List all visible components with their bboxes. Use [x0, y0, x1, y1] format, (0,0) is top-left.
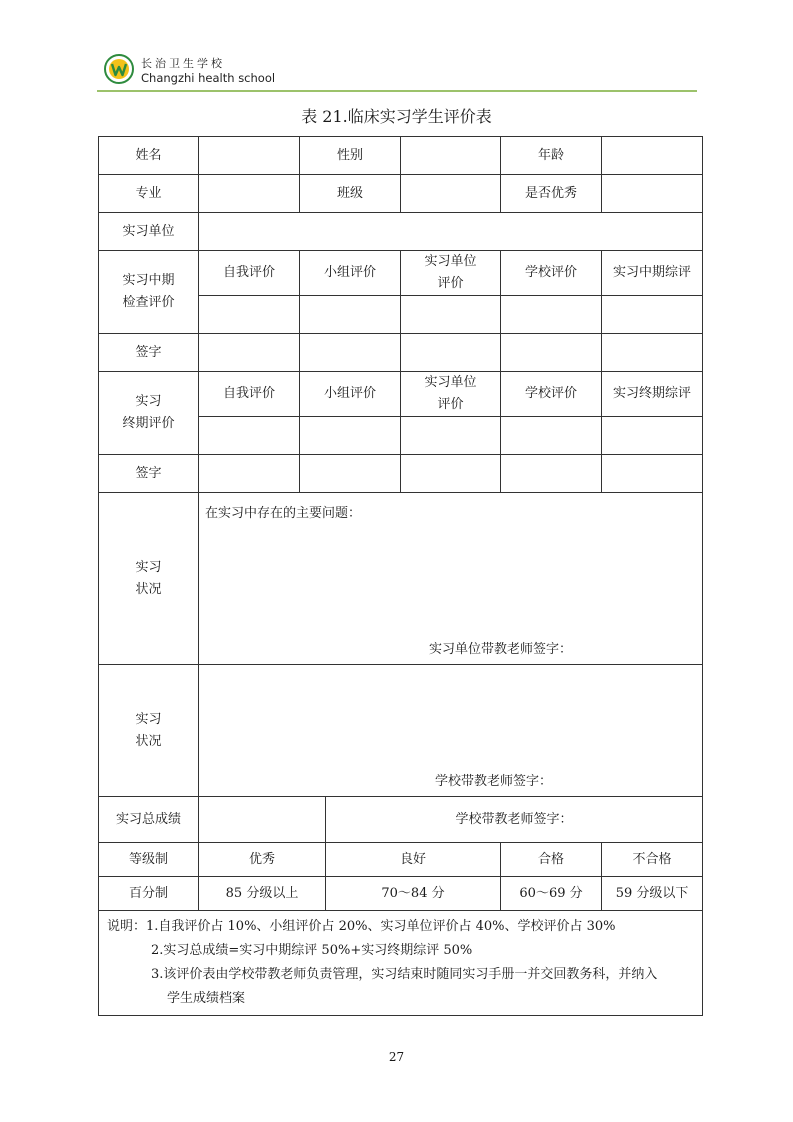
- table-row: [99, 334, 703, 372]
- mid-eval-label: 实习中期 检查评价: [99, 251, 199, 334]
- final-sign-label: 签字: [99, 455, 199, 493]
- table-row: [99, 175, 703, 213]
- table-row: [99, 372, 703, 417]
- final-group-eval-value[interactable]: [300, 417, 401, 455]
- final-sign-group[interactable]: [300, 455, 401, 493]
- percent-excellent: 85 分级以上: [199, 877, 326, 911]
- final-group-eval-header: 小组评价: [300, 372, 401, 417]
- table-row: [99, 213, 703, 251]
- unit-teacher-signature: 实习单位带教老师签字：: [429, 642, 573, 657]
- table-row: [99, 911, 703, 1016]
- name-label: 姓名: [99, 137, 199, 175]
- gender-label: 性别: [300, 137, 401, 175]
- note-line-4: 学生成绩档案: [167, 991, 246, 1006]
- final-overall-header: 实习终期综评: [602, 372, 703, 417]
- grade-good: 良好: [326, 843, 501, 877]
- total-score-signature: 学校带教老师签字：: [326, 797, 703, 843]
- final-self-eval-value[interactable]: [199, 417, 300, 455]
- note-line-1: 说明：1.自我评价占 10%、小组评价占 20%、实习单位评价占 40%、学校评价占 30%: [107, 919, 616, 934]
- total-score-label: 实习总成绩: [99, 797, 199, 843]
- excellent-label: 是否优秀: [501, 175, 602, 213]
- mid-self-eval-header: 自我评价: [199, 251, 300, 296]
- table-row: [99, 455, 703, 493]
- unit-label: 实习单位: [99, 213, 199, 251]
- class-value[interactable]: [401, 175, 501, 213]
- final-self-eval-header: 自我评价: [199, 372, 300, 417]
- final-sign-self[interactable]: [199, 455, 300, 493]
- final-overall-value[interactable]: [602, 417, 703, 455]
- table-row: [99, 843, 703, 877]
- status-school-area[interactable]: [199, 665, 703, 797]
- mid-group-eval-header: 小组评价: [300, 251, 401, 296]
- document-title: 表 21.临床实习学生评价表: [301, 107, 492, 126]
- mid-sign-unit[interactable]: [401, 334, 501, 372]
- mid-sign-group[interactable]: [300, 334, 401, 372]
- table-row: [99, 137, 703, 175]
- final-sign-school[interactable]: [501, 455, 602, 493]
- final-unit-eval-header: 实习单位 评价: [401, 372, 501, 417]
- status-problems-area[interactable]: [199, 493, 703, 665]
- notes-cell: [99, 911, 703, 1016]
- percent-pass: 60～69 分: [501, 877, 602, 911]
- percent-fail: 59 分级以下: [602, 877, 703, 911]
- grade-fail: 不合格: [602, 843, 703, 877]
- final-school-eval-header: 学校评价: [501, 372, 602, 417]
- mid-overall-header: 实习中期综评: [602, 251, 703, 296]
- mid-sign-school[interactable]: [501, 334, 602, 372]
- final-sign-overall[interactable]: [602, 455, 703, 493]
- header-divider: [97, 90, 697, 92]
- final-sign-unit[interactable]: [401, 455, 501, 493]
- table-row: [99, 665, 703, 797]
- school-name-en: Changzhi health school: [141, 71, 276, 85]
- mid-school-eval-value[interactable]: [501, 296, 602, 334]
- final-school-eval-value[interactable]: [501, 417, 602, 455]
- mid-unit-eval-header: 实习单位 评价: [401, 251, 501, 296]
- mid-group-eval-value[interactable]: [300, 296, 401, 334]
- school-teacher-signature: 学校带教老师签字：: [435, 774, 553, 789]
- age-value[interactable]: [602, 137, 703, 175]
- percent-good: 70～84 分: [326, 877, 501, 911]
- problems-prompt: 在实习中存在的主要问题：: [205, 506, 362, 521]
- mid-sign-self[interactable]: [199, 334, 300, 372]
- note-line-3: 3.该评价表由学校带教老师负责管理，实习结束时随同实习手册一并交回教务科，并纳入: [151, 967, 658, 982]
- mid-self-eval-value[interactable]: [199, 296, 300, 334]
- status-label: 实习 状况: [99, 493, 199, 665]
- mid-unit-eval-value[interactable]: [401, 296, 501, 334]
- total-score-value[interactable]: [199, 797, 326, 843]
- mid-sign-label: 签字: [99, 334, 199, 372]
- note-line-2: 2.实习总成绩=实习中期综评 50%+实习终期综评 50%: [151, 943, 473, 958]
- school-name-cn: 长治卫生学校: [141, 57, 225, 70]
- percent-label: 百分制: [99, 877, 199, 911]
- table-row: [99, 251, 703, 296]
- class-label: 班级: [300, 175, 401, 213]
- name-value[interactable]: [199, 137, 300, 175]
- age-label: 年龄: [501, 137, 602, 175]
- final-unit-eval-value[interactable]: [401, 417, 501, 455]
- grade-label: 等级制: [99, 843, 199, 877]
- major-value[interactable]: [199, 175, 300, 213]
- excellent-value[interactable]: [602, 175, 703, 213]
- grade-pass: 合格: [501, 843, 602, 877]
- unit-value[interactable]: [199, 213, 703, 251]
- table-row: [99, 797, 703, 843]
- table-row: [99, 493, 703, 665]
- evaluation-table: [98, 136, 703, 1016]
- page-number: 27: [388, 1050, 405, 1064]
- grade-excellent: 优秀: [199, 843, 326, 877]
- status-label-2: 实习 状况: [99, 665, 199, 797]
- major-label: 专业: [99, 175, 199, 213]
- mid-overall-value[interactable]: [602, 296, 703, 334]
- final-eval-label: 实习 终期评价: [99, 372, 199, 455]
- mid-sign-overall[interactable]: [602, 334, 703, 372]
- school-logo-icon: [104, 54, 134, 84]
- table-row: [99, 877, 703, 911]
- gender-value[interactable]: [401, 137, 501, 175]
- mid-school-eval-header: 学校评价: [501, 251, 602, 296]
